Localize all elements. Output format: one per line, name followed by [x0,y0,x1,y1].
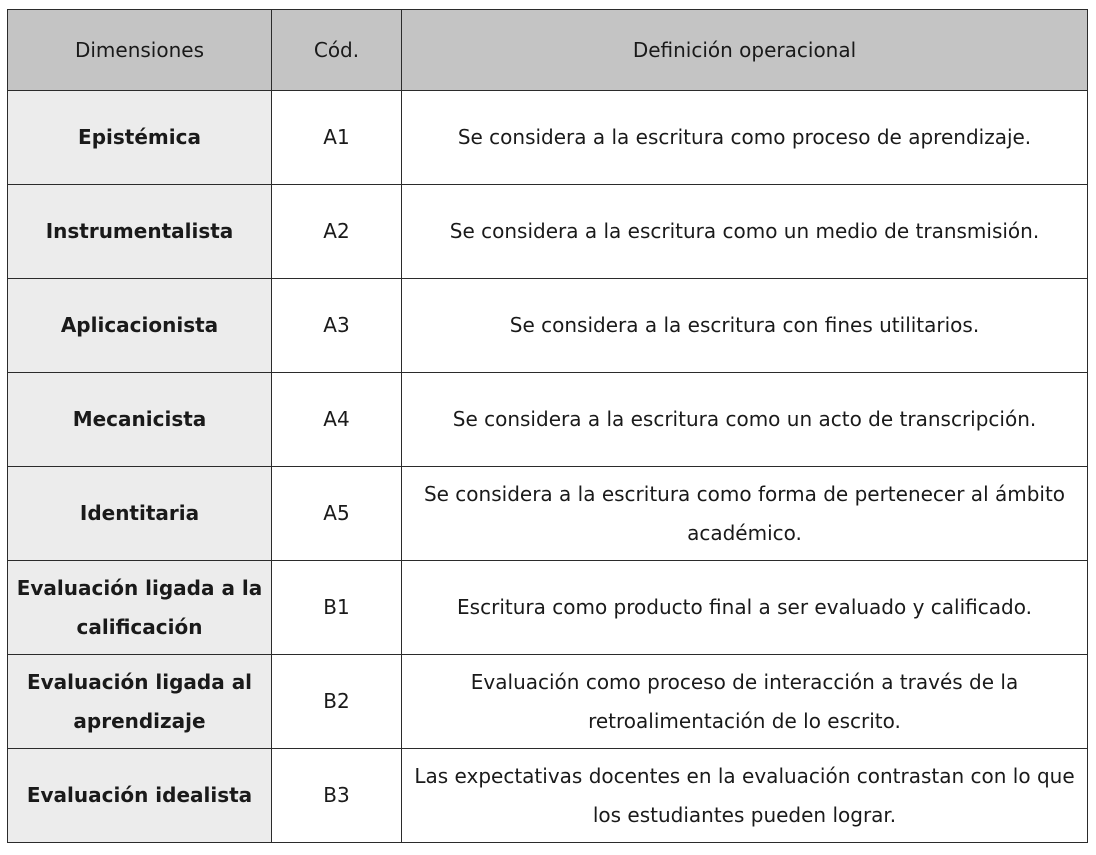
table-row [8,91,1088,185]
code-cell: A4 [272,373,402,467]
definition-cell: Las expectativas docentes en la evaluación contrastan con lo que los estudiantes pueden lograr. [402,749,1088,843]
code-cell: A2 [272,185,402,279]
dimension-cell: Instrumentalista [8,185,272,279]
header-dimensions: Dimensiones [8,10,272,91]
table-row [8,561,1088,655]
dimension-cell: Evaluación idealista [8,749,272,843]
definition-cell: Se considera a la escritura como proceso de aprendizaje. [402,91,1088,185]
table-row [8,279,1088,373]
code-cell: B3 [272,749,402,843]
header-definition: Definición operacional [402,10,1088,91]
header-code: Cód. [272,10,402,91]
definition-cell: Se considera a la escritura como forma de pertenecer al ámbito académico. [402,467,1088,561]
header-row [8,10,1088,91]
code-cell: A3 [272,279,402,373]
definition-cell: Se considera a la escritura como un medio de transmisión. [402,185,1088,279]
code-cell: B2 [272,655,402,749]
table-row [8,467,1088,561]
dimension-cell: Mecanicista [8,373,272,467]
code-cell: B1 [272,561,402,655]
table-row [8,185,1088,279]
definitions-table [7,9,1088,843]
definition-cell: Escritura como producto final a ser evaluado y calificado. [402,561,1088,655]
dimension-cell: Evaluación ligada a la calificación [8,561,272,655]
dimension-cell: Aplicacionista [8,279,272,373]
table-row [8,749,1088,843]
definition-cell: Evaluación como proceso de interacción a través de la retroalimentación de lo escrito. [402,655,1088,749]
table-row [8,373,1088,467]
definition-cell: Se considera a la escritura como un acto de transcripción. [402,373,1088,467]
code-cell: A1 [272,91,402,185]
dimension-cell: Identitaria [8,467,272,561]
table-row [8,655,1088,749]
code-cell: A5 [272,467,402,561]
dimension-cell: Epistémica [8,91,272,185]
definition-cell: Se considera a la escritura con fines utilitarios. [402,279,1088,373]
dimension-cell: Evaluación ligada al aprendizaje [8,655,272,749]
